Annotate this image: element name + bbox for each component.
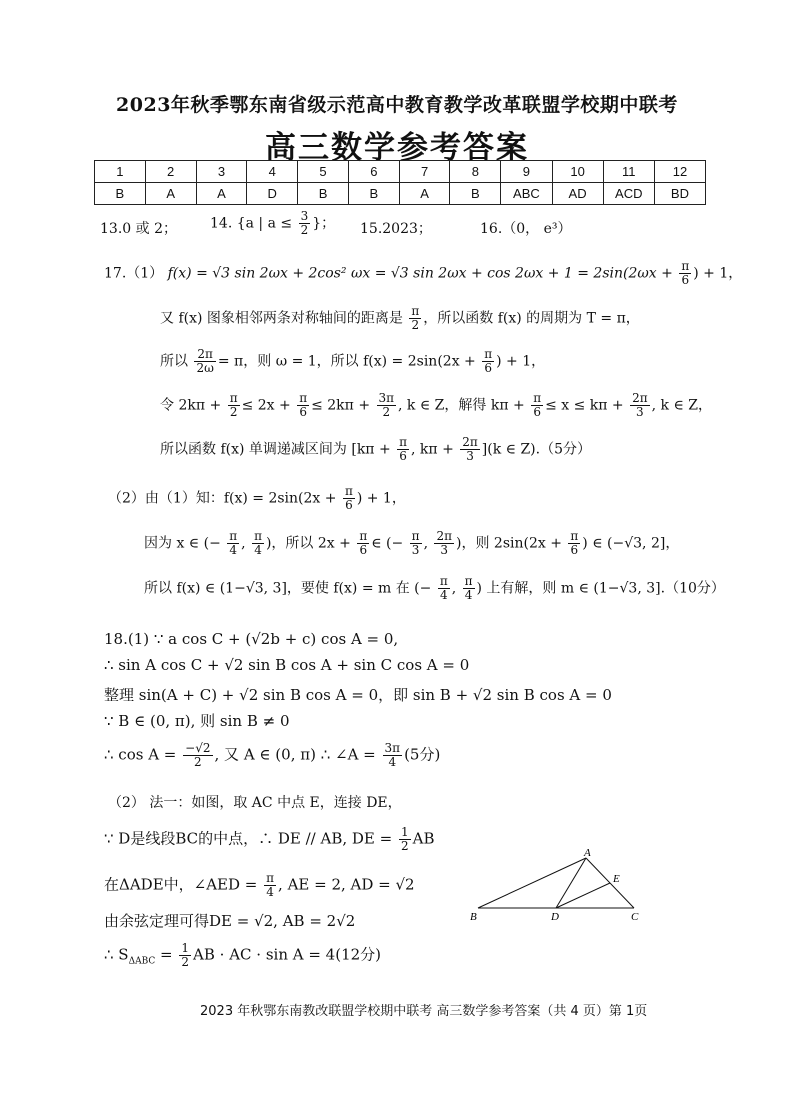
numerator: π [464, 574, 473, 588]
fraction [463, 575, 475, 602]
denominator: 4 [439, 588, 448, 603]
denominator: 6 [484, 361, 492, 376]
numerator: π [229, 529, 238, 543]
point-label-a: A [584, 847, 591, 859]
denominator: 6 [345, 498, 353, 513]
q18-line-4: ∵ B ∈ (0, π), 则 sin B ≠ 0 [104, 712, 290, 730]
fraction [482, 348, 494, 375]
text: 所以 f(x) ∈ (1−√3, 3]，要使 f(x) = m 在 (− [144, 580, 432, 597]
denominator: 4 [254, 543, 262, 558]
fraction [252, 530, 264, 557]
q18-line-10 [104, 942, 381, 969]
q17-line-3 [160, 348, 545, 375]
numerator: π [299, 391, 308, 405]
text: = [160, 945, 173, 964]
q18-line-6: （2） 法一：如图，取 AC 中点 E，连接 DE， [108, 795, 402, 811]
fraction [399, 826, 411, 853]
fraction [183, 742, 212, 769]
numerator: π [399, 435, 408, 449]
table-cell: BD [654, 183, 705, 205]
q18-line-8 [104, 872, 415, 899]
text: )，则 2sin(2x + [456, 535, 562, 552]
numerator: 1 [401, 825, 409, 839]
q18-line-3: 整理 sin(A + C) + √2 sin B cos A = 0，即 sin B + √2 sin B cos A = 0 [104, 686, 612, 704]
numerator: π [439, 574, 448, 588]
text: 令 2kπ + [160, 397, 222, 414]
text: ](k ∈ Z).（5分） [481, 441, 591, 458]
text: (5分) [404, 745, 441, 764]
q17-line-4 [160, 392, 712, 419]
fraction [194, 348, 215, 375]
table-cell: ABC [501, 183, 552, 205]
denominator: 4 [388, 755, 397, 770]
numerator: π [344, 484, 353, 498]
denominator: 4 [229, 543, 238, 558]
fraction [343, 485, 355, 512]
denominator: 3 [466, 449, 474, 464]
answer-15: 15.2023； [360, 221, 432, 237]
answer-table [94, 160, 706, 205]
fraction [531, 392, 543, 419]
table-cell: A [399, 183, 450, 205]
table-cell: A [145, 183, 196, 205]
table-cell: 8 [450, 161, 501, 183]
q18-line-5 [104, 742, 440, 769]
fraction [179, 942, 191, 969]
q17-line-2 [160, 305, 640, 332]
table-cell: B [95, 183, 146, 205]
text: 又 f(x) 图象相邻两条对称轴间的距离是 [160, 310, 403, 327]
text: ∈ (− [371, 535, 404, 552]
fraction [299, 210, 311, 237]
text: 所以 [160, 353, 188, 370]
text: ≤ 2x + [241, 397, 291, 414]
text: = π，则 ω = 1，所以 f(x) = 2sin(2x + [217, 353, 476, 370]
text: AB [412, 829, 435, 848]
denominator: 6 [570, 543, 579, 558]
table-cell: 10 [552, 161, 603, 183]
page-footer: 2023 年秋鄂东南教改联盟学校期中联考 高三数学参考答案（共 4 页）第 1页 [200, 1004, 648, 1019]
table-cell: B [348, 183, 399, 205]
fraction [460, 436, 480, 463]
denominator: 2ω [196, 361, 214, 376]
q17-label: 17.（1） [104, 265, 164, 282]
numerator: 2π [194, 348, 215, 362]
fraction [679, 260, 691, 287]
numerator: 3 [300, 209, 309, 223]
text: , kπ + [411, 441, 454, 458]
denominator: 2 [382, 405, 391, 420]
text: , [241, 535, 246, 552]
text: 因为 x ∈ (− [144, 535, 221, 552]
numerator: −√2 [185, 741, 211, 755]
text: , k ∈ Z， [651, 397, 713, 414]
denominator: 2 [300, 223, 309, 238]
table-cell: A [196, 183, 247, 205]
numerator: 3π [384, 741, 401, 755]
table-cell: B [450, 183, 501, 205]
denominator: 4 [464, 588, 473, 603]
text: ∴ cos A = [104, 745, 177, 764]
fraction [410, 530, 422, 557]
table-cell: 9 [501, 161, 552, 183]
table-cell: D [247, 183, 298, 205]
table-cell: 4 [247, 161, 298, 183]
denominator: 6 [299, 405, 307, 420]
text: , 又 A ∈ (0, π) ∴ ∠A = [214, 745, 376, 764]
text: AB · AC · sin A = 4(12分) [193, 945, 382, 964]
q18-line-2: ∴ sin A cos C + √2 sin B cos A + sin C cos A = 0 [104, 656, 470, 674]
numerator: π [359, 529, 368, 543]
text: 所以函数 f(x) 单调递减区间为 [kπ + [160, 441, 391, 458]
triangle-figure [468, 846, 648, 924]
q17-part2-line-2 [144, 530, 679, 557]
denominator: 6 [681, 273, 690, 288]
table-cell: 6 [348, 161, 399, 183]
denominator: 2 [229, 405, 238, 420]
answer-table-numbers [95, 161, 706, 183]
text: , k ∈ Z，解得 kπ + [398, 397, 525, 414]
text: ) ∈ (−√3, 2]， [582, 535, 680, 552]
numerator: π [411, 529, 420, 543]
table-cell: 7 [399, 161, 450, 183]
numerator: π [229, 391, 238, 405]
table-cell: B [298, 183, 349, 205]
denominator: 3 [636, 405, 644, 420]
table-cell: 3 [196, 161, 247, 183]
fraction [228, 392, 240, 419]
answer-14-prefix: 14. {a | a ≤ [210, 215, 293, 232]
fraction [409, 305, 421, 332]
numerator: π [254, 529, 262, 543]
denominator: 2 [411, 318, 420, 333]
fraction [264, 872, 276, 899]
numerator: 2π [632, 391, 648, 405]
table-cell: ACD [603, 183, 654, 205]
exam-title: 2023年秋季鄂东南省级示范高中教育教学改革联盟学校期中联考 [116, 94, 678, 116]
text: ) + 1， [496, 353, 546, 370]
answer-14-suffix: }； [312, 215, 336, 232]
numerator: π [681, 259, 690, 273]
point-label-e: E [613, 873, 620, 885]
answer-16: 16.（0， e³） [480, 221, 572, 237]
text: 在ΔADE中，∠AED = [104, 875, 258, 894]
fraction [297, 392, 309, 419]
numerator: π [484, 347, 493, 361]
text: , AE = 2, AD = √2 [278, 875, 415, 894]
fraction [383, 742, 403, 769]
denominator: 6 [533, 405, 541, 420]
denominator: 2 [401, 839, 409, 854]
answer-14 [210, 210, 335, 237]
text: , [451, 580, 457, 597]
text: ) + 1， [356, 490, 406, 507]
fraction [630, 392, 650, 419]
denominator: 4 [266, 885, 274, 900]
fraction [568, 530, 580, 557]
table-cell: 5 [298, 161, 349, 183]
fraction [438, 575, 450, 602]
formula: f(x) = √3 sin 2ωx + 2cos² ωx = √3 sin 2ωx + cos 2ωx + 1 = 2sin(2ωx + [167, 265, 673, 282]
q18-line-1: 18.(1) ∵ a cos C + (√2b + c) cos A = 0, [104, 630, 399, 648]
numerator: 1 [181, 941, 190, 955]
subscript: ΔABC [128, 956, 156, 967]
numerator: π [570, 529, 579, 543]
numerator: π [266, 871, 275, 885]
numerator: 2π [462, 435, 478, 449]
table-cell: 2 [145, 161, 196, 183]
fraction [357, 530, 369, 557]
point-label-b: B [470, 911, 477, 923]
numerator: 2π [436, 529, 452, 543]
text: ) 上有解，则 m ∈ (1−√3, 3].（10分） [476, 580, 725, 597]
fraction [377, 392, 397, 419]
answer-title: 高三数学参考答案 [265, 130, 529, 166]
text: ≤ x ≤ kπ + [545, 397, 624, 414]
fraction [227, 530, 239, 557]
q17-line-1 [104, 260, 742, 287]
fraction [434, 530, 454, 557]
segment-ad [556, 858, 586, 908]
text: （2）由（1）知：f(x) = 2sin(2x + [108, 490, 337, 507]
answer-13: 13.0 或 2； [100, 221, 177, 237]
text: ，所以函数 f(x) 的周期为 T = π， [423, 310, 640, 327]
denominator: 2 [181, 955, 190, 970]
q17-part2-line-3 [144, 575, 725, 602]
point-label-c: C [631, 911, 639, 923]
segment-de [556, 883, 610, 908]
denominator: 3 [440, 543, 449, 558]
table-cell: 11 [603, 161, 654, 183]
table-cell: AD [552, 183, 603, 205]
formula: ) + 1， [693, 265, 743, 282]
numerator: 3π [378, 391, 395, 405]
point-label-d: D [551, 911, 559, 923]
denominator: 2 [194, 755, 202, 770]
table-cell: 12 [654, 161, 705, 183]
text: ∵ D是线段BC的中点，∴ DE // AB, DE = [104, 829, 393, 848]
answer-table-answers [95, 183, 706, 205]
denominator: 3 [411, 543, 420, 558]
text: , [423, 535, 429, 552]
text: ∴ S [104, 945, 129, 964]
table-cell: 1 [95, 161, 146, 183]
denominator: 6 [399, 449, 407, 464]
denominator: 6 [359, 543, 368, 558]
text: ≤ 2kπ + [311, 397, 371, 414]
q18-line-9: 由余弦定理可得DE = √2, AB = 2√2 [104, 912, 356, 930]
numerator: π [533, 391, 542, 405]
q18-line-7 [104, 826, 435, 853]
segment-ab [478, 858, 586, 908]
text: )，所以 2x + [265, 535, 351, 552]
numerator: π [411, 304, 420, 318]
fraction [397, 436, 409, 463]
q17-part2-line-1 [108, 485, 406, 512]
q17-line-5 [160, 436, 591, 463]
